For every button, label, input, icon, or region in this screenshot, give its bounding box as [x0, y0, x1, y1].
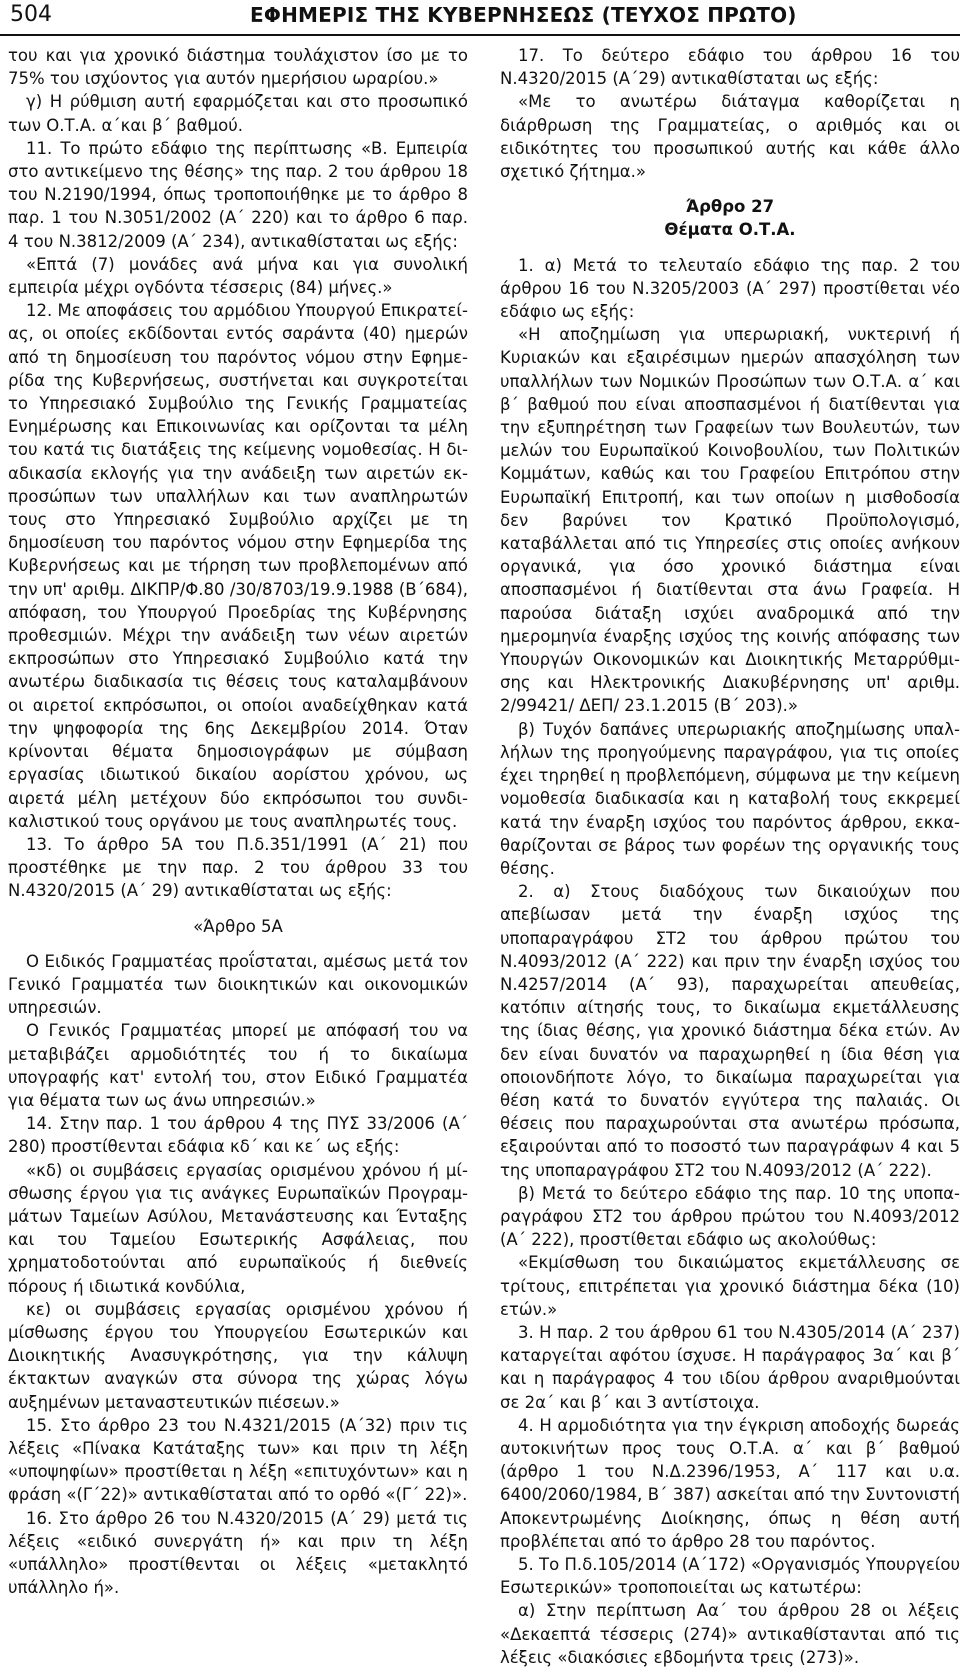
paragraph: «Με το ανωτέρω διάταγμα καθορίζεται η διάρθρωση της Γραμματείας, ο αριθμός και οι ειδικότητες του προσωπικού αυτής και κάθε άλλο σχετικό ζήτημα.»: [500, 92, 960, 182]
paragraph: «κδ) οι συμβάσεις εργασίας ορισμένου χρόνου ή μίσθωσης έργου για τις ανάγκες Ευρωπαϊκών Προγραμμάτων Ταμείων Ασύλου, Μετανάστευσης και Ένταξης και του Ταμείου Εσωτερικής Ασφάλειας, που χρηματοδοτούνται από ευρωπαϊκούς ή διεθνείς πόρους ή ιδιωτικά κονδύλια,: [8, 1160, 468, 1296]
paragraph: 2. α) Στους διαδόχους των δικαιούχων που απεβίωσαν μετά την έναρξη ισχύος της υποπαραγράφου ΣΤ2 του άρθρου πρώτου του Ν.4093/2012 (Α΄ 222) και πριν την έναρξη ισχύος του Ν.4257/2014 (Α΄ 93), παραχωρείται απευθείας, κατόπιν αίτησής τους, το δικαίωμα εκμετάλλευσης της ίδιας θέσης, για χρονικό διάστημα δέκα ετών. Αν δεν είναι δυνατόν να παραχωρηθεί η ίδια θέση για οποιονδήποτε λόγο, το δικαίωμα παραχωρείται για θέση κατά το δυνατόν εγγύτερα της παλαιάς. Οι θέσεις που παραχωρούνται στα ανωτέρω πρόσωπα, εξαιρούνται από το ποσοστό των παραγράφων 4 και 5 της υποπαραγράφου ΣΤ2 του Ν.4093/2012 (Α΄ 222).: [500, 882, 960, 1180]
paragraph: 15. Στο άρθρο 23 του Ν.4321/2015 (Α΄32) πριν τις λέξεις «Πίνακα Κατάταξης των» και πριν τη λέξη «υποψηφίων» προστίθεται η λέξη «επιτυχόντων» και η φράση «(Γ΄22)» αντικαθίσταται από το ορθό «(Γ΄ 22)».: [8, 1415, 468, 1505]
paragraph: α) Στην περίπτωση Αα΄ του άρθρου 28 οι λέξεις «Δεκαεπτά τέσσερις (274)» αντικαθίστανται από τις λέξεις «διακόσιες εβδομήντα τρεις (273)».: [500, 1601, 960, 1667]
paragraph: β) Τυχόν δαπάνες υπερωριακής αποζημίωσης υπαλλήλων της προηγούμενης παραγράφου, για τις οποίες έχει τηρηθεί η προβλεπόμενη, σύμφωνα με την κείμενη νομοθεσία διαδικασία και η καταβολή τους εκκρεμεί κατά την έναρξη ισχύος του παρόντος άρθρου, εκκαθαρίζονται σε βάρος των φορέων της οργανικής τους θέσης.: [500, 719, 960, 878]
article-title: «Άρθρο 5Α: [193, 916, 283, 936]
paragraph: 11. Το πρώτο εδάφιο της περίπτωσης «Β. Εμπειρία στο αντικείμενο της θέσης» της παρ. 2 του άρθρου 18 του Ν.2190/1994, όπως τροποποιήθηκε με το άρθρο 8 παρ. 1 του Ν.3051/2002 (Α΄ 220) και το άρθρο 6 παρ. 4 του Ν.3812/2009 (Α΄ 234), αντικαθίσταται ως εξής:: [8, 138, 468, 251]
header-rule: [0, 34, 960, 36]
paragraph: 12. Με αποφάσεις του αρμόδιου Υπουργού Επικρατείας, οι οποίες εκδίδονται εντός σαράντα (40) ημερών από τη δημοσίευση του παρόντος νόμου στην Εφημερίδα της Κυβερνήσεως, συστήνεται και συγκροτείται το Υπηρεσιακό Συμβούλιο της Γενικής Γραμματείας Ενημέρωσης και Επικοινωνίας και ορίζονται τα μέλη του κατά τις διατάξεις της κείμενης νομοθεσίας. Η διαδικασία εκλογής για την ανάδειξη των αιρετών εκπροσώπων των υπαλλήλων και των αναπληρωτών τους στο Υπηρεσιακό Συμβούλιο αρχίζει με τη δημοσίευση του παρόντος νόμου στην Εφημερίδα της Κυβερνήσεως και με τήρηση των προβλεπομένων από την υπ' αριθμ. ΔΙΚΠΡ/Φ.80 /30/8703/19.9.1988 (Β΄684), απόφαση, του Υπουργού Προεδρίας της Κυβέρνησης προθεσμιών. Μέχρι την ανάδειξη των νέων αιρετών εκπροσώπων στο Υπηρεσιακό Συμβούλιο κατά την ανωτέρω διαδικασία τις θέσεις τους καταλαμβάνουν οι αιρετοί εκπρόσωποι, οι οποίοι αναδείχθηκαν κατά την ψηφοφορία της 6ης Δεκεμβρίου 2014. Όταν κρίνονται θέματα δημοσιογράφων με σύμβαση εργασίας ιδιωτικού δικαίου αορίστου χρόνου, ως αιρετά μέλη μετέχουν δύο εκπρόσωποι του συνδικαλιστικού τους οργάνου με τους αναπληρωτές τους.: [8, 301, 468, 831]
paragraph: 17. Το δεύτερο εδάφιο του άρθρου 16 του Ν.4320/2015 (Α΄29) αντικαθίσταται ως εξής:: [500, 46, 960, 89]
article-subject: Θέματα Ο.Τ.Α.: [664, 220, 796, 240]
paragraph: Ο Ειδικός Γραμματέας προΐσταται, αμέσως μετά τον Γενικό Γραμματέα των διοικητικών και οικονομικών υπηρεσιών.: [8, 951, 468, 1018]
paragraph: 13. Το άρθρο 5Α του Π.δ.351/1991 (Α΄ 21) που προστέθηκε με την παρ. 2 του άρθρου 33 του Ν.4320/2015 (Α΄ 29) αντικαθίσταται ως εξής:: [8, 834, 468, 901]
paragraph: «Η αποζημίωση για υπερωριακή, νυκτερινή ή Κυριακών και εξαιρέσιμων ημερών απασχόληση των υπαλλήλων των Νομικών Προσώπων των Ο.Τ.Α. α΄ και β΄ βαθμού που είναι αποσπασμένοι ή διατίθενται για την εξυπηρέτηση των Γραφείων των Βουλευτών, των μελών του Ευρωπαϊκού Κοινοβουλίου, των Πολιτικών Κομμάτων, καθώς και του Γραφείου Επιτρόπου στην Ευρωπαϊκή Επιτροπή, και των οποίων η μισθοδοσία δεν βαρύνει τον Κρατικό Προϋπολογισμό, καταβάλλεται από τις Υπηρεσίες στις οποίες ανήκουν οργανικά, για όσο χρονικό διάστημα είναι αποσπασμένοι ή διατίθενται στα άνω Γραφεία. Η παρούσα διάταξη ισχύει αναδρομικά από την ημερομηνία έναρξης ισχύος της κοινής απόφασης των Υπουργών Οικονομικών και Διοικητικής Μεταρρύθμισης και Ηλεκτρονικής Διακυβέρνησης υπ' αριθμ. 2/99421/ ΔΕΠ/ 23.1.2015 (Β΄ 203).»: [500, 325, 960, 716]
paragraph: 1. α) Μετά το τελευταίο εδάφιο της παρ. 2 του άρθρου 16 του Ν.3205/2003 (Α΄ 297) προστίθεται νέο εδάφιο ως εξής:: [500, 255, 960, 322]
paragraph: κε) οι συμβάσεις εργασίας ορισμένου χρόνου ή μίσθωσης έργου του Υπουργείου Εσωτερικών και Διοικητικής Ανασυγκρότησης, για την κάλυψη έκτακτων αναγκών στα σύνορα της χώρας λόγω αυξημένων μεταναστευτικών πιέσεων.»: [8, 1299, 468, 1412]
paragraph: 16. Στο άρθρο 26 του Ν.4320/2015 (Α΄ 29) μετά τις λέξεις «ειδικό συνεργάτη ή» και πριν τη λέξη «υπάλληλο» προστίθενται οι λέξεις «μετακλητό υπάλληλο ή».: [8, 1508, 468, 1598]
page-header: [0, 0, 960, 40]
page-number: 504: [10, 2, 52, 27]
paragraph: 5. Το Π.δ.105/2014 (Α΄172) «Οργανισμός Υπουργείου Εσωτερικών» τροποποιείται ως κατωτέρω:: [500, 1555, 960, 1598]
paragraph: του και για χρονικό διάστημα τουλάχιστον ίσο με το 75% του ισχύοντος για αυτόν ημερήσιου ωραρίου.»: [8, 46, 468, 89]
paragraph: 4. Η αρμοδιότητα για την έγκριση αποδοχής δωρεάς αυτοκινήτων προς τους Ο.Τ.Α. α΄ και β΄ βαθμού (άρθρο 1 του Ν.Δ.2396/1953, Α΄ 117 και υ.α. 6400/2060/1984, Β΄ 387) ασκείται από την Συντονιστή Αποκεντρωμένης Διοίκησης, όπως η θέση αυτή προβλέπεται από το άρθρο 28 του παρόντος.: [500, 1415, 960, 1551]
paragraph: «Εκμίσθωση του δικαιώματος εκμετάλλευσης σε τρίτους, επιτρέπεται για χρονικό διάστημα δέκα (10) ετών.»: [500, 1253, 960, 1319]
article-number: Άρθρο 27: [685, 197, 775, 217]
paragraph: «Επτά (7) μονάδες ανά μήνα και για συνολική εμπειρία μέχρι ογδόντα τέσσερις (84) μήνες.»: [8, 254, 468, 298]
paragraph: 3. Η παρ. 2 του άρθρου 61 του Ν.4305/2014 (Α΄ 237) καταργείται αφότου ίσχυσε. Η παράγραφος 3α΄ και β΄ και η παράγραφος 4 του ιδίου άρθρου αναριθμούνται σε 2α΄ και β΄ και 3 αντίστοιχα.: [500, 1322, 960, 1412]
right-column: [500, 44, 960, 1667]
paragraph: 14. Στην παρ. 1 του άρθρου 4 της ΠΥΣ 33/2006 (Α΄ 280) προστίθενται εδάφια κδ΄ και κε΄ ως εξής:: [8, 1114, 468, 1157]
paragraph: Ο Γενικός Γραμματέας μπορεί με απόφασή του να μεταβιβάζει αρμοδιότητές του ή το δικαίωμα υπογραφής κατ' εντολή του, στον Ειδικό Γραμματέα για θέματα των ως άνω υπηρεσιών.»: [8, 1021, 468, 1110]
paragraph: γ) Η ρύθμιση αυτή εφαρμόζεται και στο προσωπικό των Ο.Τ.Α. α΄και β΄ βαθμού.: [8, 92, 468, 135]
journal-title: ΕΦΗΜΕΡΙΣ ΤΗΣ ΚΥΒΕΡΝΗΣΕΩΣ (ΤΕΥΧΟΣ ΠΡΩΤΟ): [250, 3, 797, 27]
left-column: [8, 44, 468, 1598]
paragraph: β) Μετά το δεύτερο εδάφιο της παρ. 10 της υποπαραγράφου ΣΤ2 του άρθρου πρώτου του Ν.4093/2012 (Α΄ 222), προστίθεται εδάφιο ως ακολούθως:: [500, 1183, 960, 1250]
